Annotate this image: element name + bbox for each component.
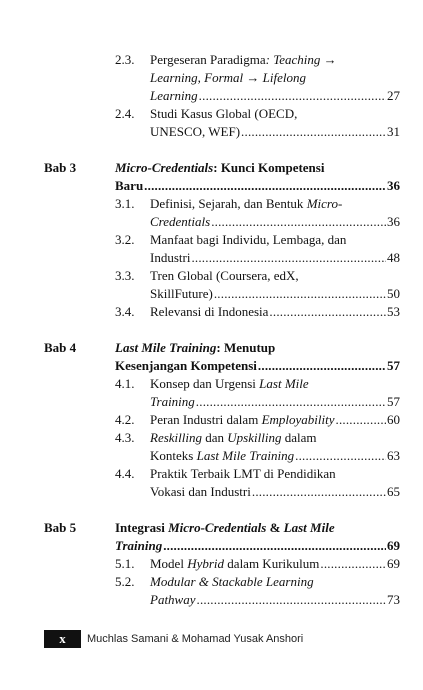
page-number: 57 [387, 358, 400, 373]
entry-number: 3.1. [115, 196, 135, 211]
page-number: 60 [387, 412, 400, 427]
entry-number: 3.2. [115, 232, 135, 247]
page-number: 63 [387, 448, 400, 463]
entry-title-cont: Learning, Formal → Lifelong [150, 70, 307, 85]
entry-number: 4.3. [115, 430, 135, 445]
dot-leader [211, 213, 386, 231]
page-number: 69 [387, 556, 400, 571]
page-number: 50 [387, 286, 400, 301]
dot-leader [241, 123, 386, 141]
dot-leader [269, 303, 386, 321]
page-number: 73 [387, 592, 400, 607]
toc-entry-5-1[interactable]: Model Hybrid dalam Kurikulum ..... 69 [150, 555, 400, 573]
entry-title: Reskilling dan Upskilling dalam [150, 430, 317, 445]
entry-title: Studi Kasus Global (OECD, [150, 106, 298, 121]
entry-number: 4.1. [115, 376, 135, 391]
dot-leader [163, 537, 386, 555]
page-number: 27 [387, 88, 400, 103]
entry-title: Pergeseran Paradigma: Teaching → [150, 52, 337, 67]
dot-leader [258, 357, 386, 375]
dot-leader [144, 177, 386, 195]
toc-entry-2-3[interactable]: Learning ..... 27 [150, 87, 400, 105]
entry-number: 5.2. [115, 574, 135, 589]
toc-entry-3-4[interactable]: Relevansi di Indonesia ..... 53 [150, 303, 400, 321]
dot-leader [191, 249, 386, 267]
entry-title: Manfaat bagi Individu, Lembaga, dan [150, 232, 347, 247]
entry-number: 4.4. [115, 466, 135, 481]
page-footer [44, 630, 303, 648]
chapter-title: Micro-Credentials: Kunci Kompetensi [115, 160, 325, 175]
toc-entry-5-2[interactable]: Pathway ..... 73 [150, 591, 400, 609]
entry-number: 2.4. [115, 106, 135, 121]
chapter-title: Last Mile Training: Menutup [115, 340, 276, 355]
toc-entry-2-4[interactable]: UNESCO, WEF) ..... 31 [150, 123, 400, 141]
footer-authors: Muchlas Samani & Mohamad Yusak Anshori [87, 633, 304, 645]
toc-entry-4-2[interactable]: Peran Industri dalam Employability ..... 60 [150, 411, 400, 429]
page-number: 36 [387, 178, 400, 193]
dot-leader [295, 447, 386, 465]
dot-leader [197, 591, 387, 609]
dot-leader [214, 285, 386, 303]
toc-chapter-3[interactable]: Baru ..... 36 [115, 177, 400, 195]
entry-number: 4.2. [115, 412, 135, 427]
toc-entry-4-1[interactable]: Training ..... 57 [150, 393, 400, 411]
chapter-label: Bab 4 [44, 340, 77, 355]
entry-number: 2.3. [115, 52, 135, 67]
toc-entry-3-3[interactable]: SkillFuture) ..... 50 [150, 285, 400, 303]
chapter-label: Bab 5 [44, 520, 77, 535]
toc-entry-3-2[interactable]: Industri ..... 48 [150, 249, 400, 267]
entry-title: Modular & Stackable Learning [150, 574, 314, 589]
entry-number: 3.4. [115, 304, 135, 319]
dot-leader [320, 555, 386, 573]
page-number: 57 [387, 394, 400, 409]
toc-chapter-5[interactable]: Training ..... 69 [115, 537, 400, 555]
page-number-box: x [44, 630, 81, 648]
entry-title: Praktik Terbaik LMT di Pendidikan [150, 466, 336, 481]
toc-entry-4-4[interactable]: Vokasi dan Industri ..... 65 [150, 483, 400, 501]
dot-leader [336, 411, 387, 429]
entry-title: Tren Global (Coursera, edX, [150, 268, 299, 283]
toc-entry-4-3[interactable]: Konteks Last Mile Training ..... 63 [150, 447, 400, 465]
page-number: 48 [387, 250, 400, 265]
entry-title: Definisi, Sejarah, dan Bentuk Micro- [150, 196, 343, 211]
page-number: 31 [387, 124, 400, 139]
chapter-label: Bab 3 [44, 160, 77, 175]
toc-entry-3-1[interactable]: Credentials ..... 36 [150, 213, 400, 231]
entry-title: Konsep dan Urgensi Last Mile [150, 376, 309, 391]
toc-chapter-4[interactable]: Kesenjangan Kompetensi ..... 57 [115, 357, 400, 375]
dot-leader [199, 87, 386, 105]
entry-number: 3.3. [115, 268, 135, 283]
dot-leader [196, 393, 386, 411]
entry-number: 5.1. [115, 556, 135, 571]
page-number: 69 [387, 538, 400, 553]
chapter-title: Integrasi Micro-Credentials & Last Mile [115, 520, 335, 535]
page-number: 53 [387, 304, 400, 319]
dot-leader [252, 483, 386, 501]
page-number: 65 [387, 484, 400, 499]
page-number: 36 [387, 214, 400, 229]
